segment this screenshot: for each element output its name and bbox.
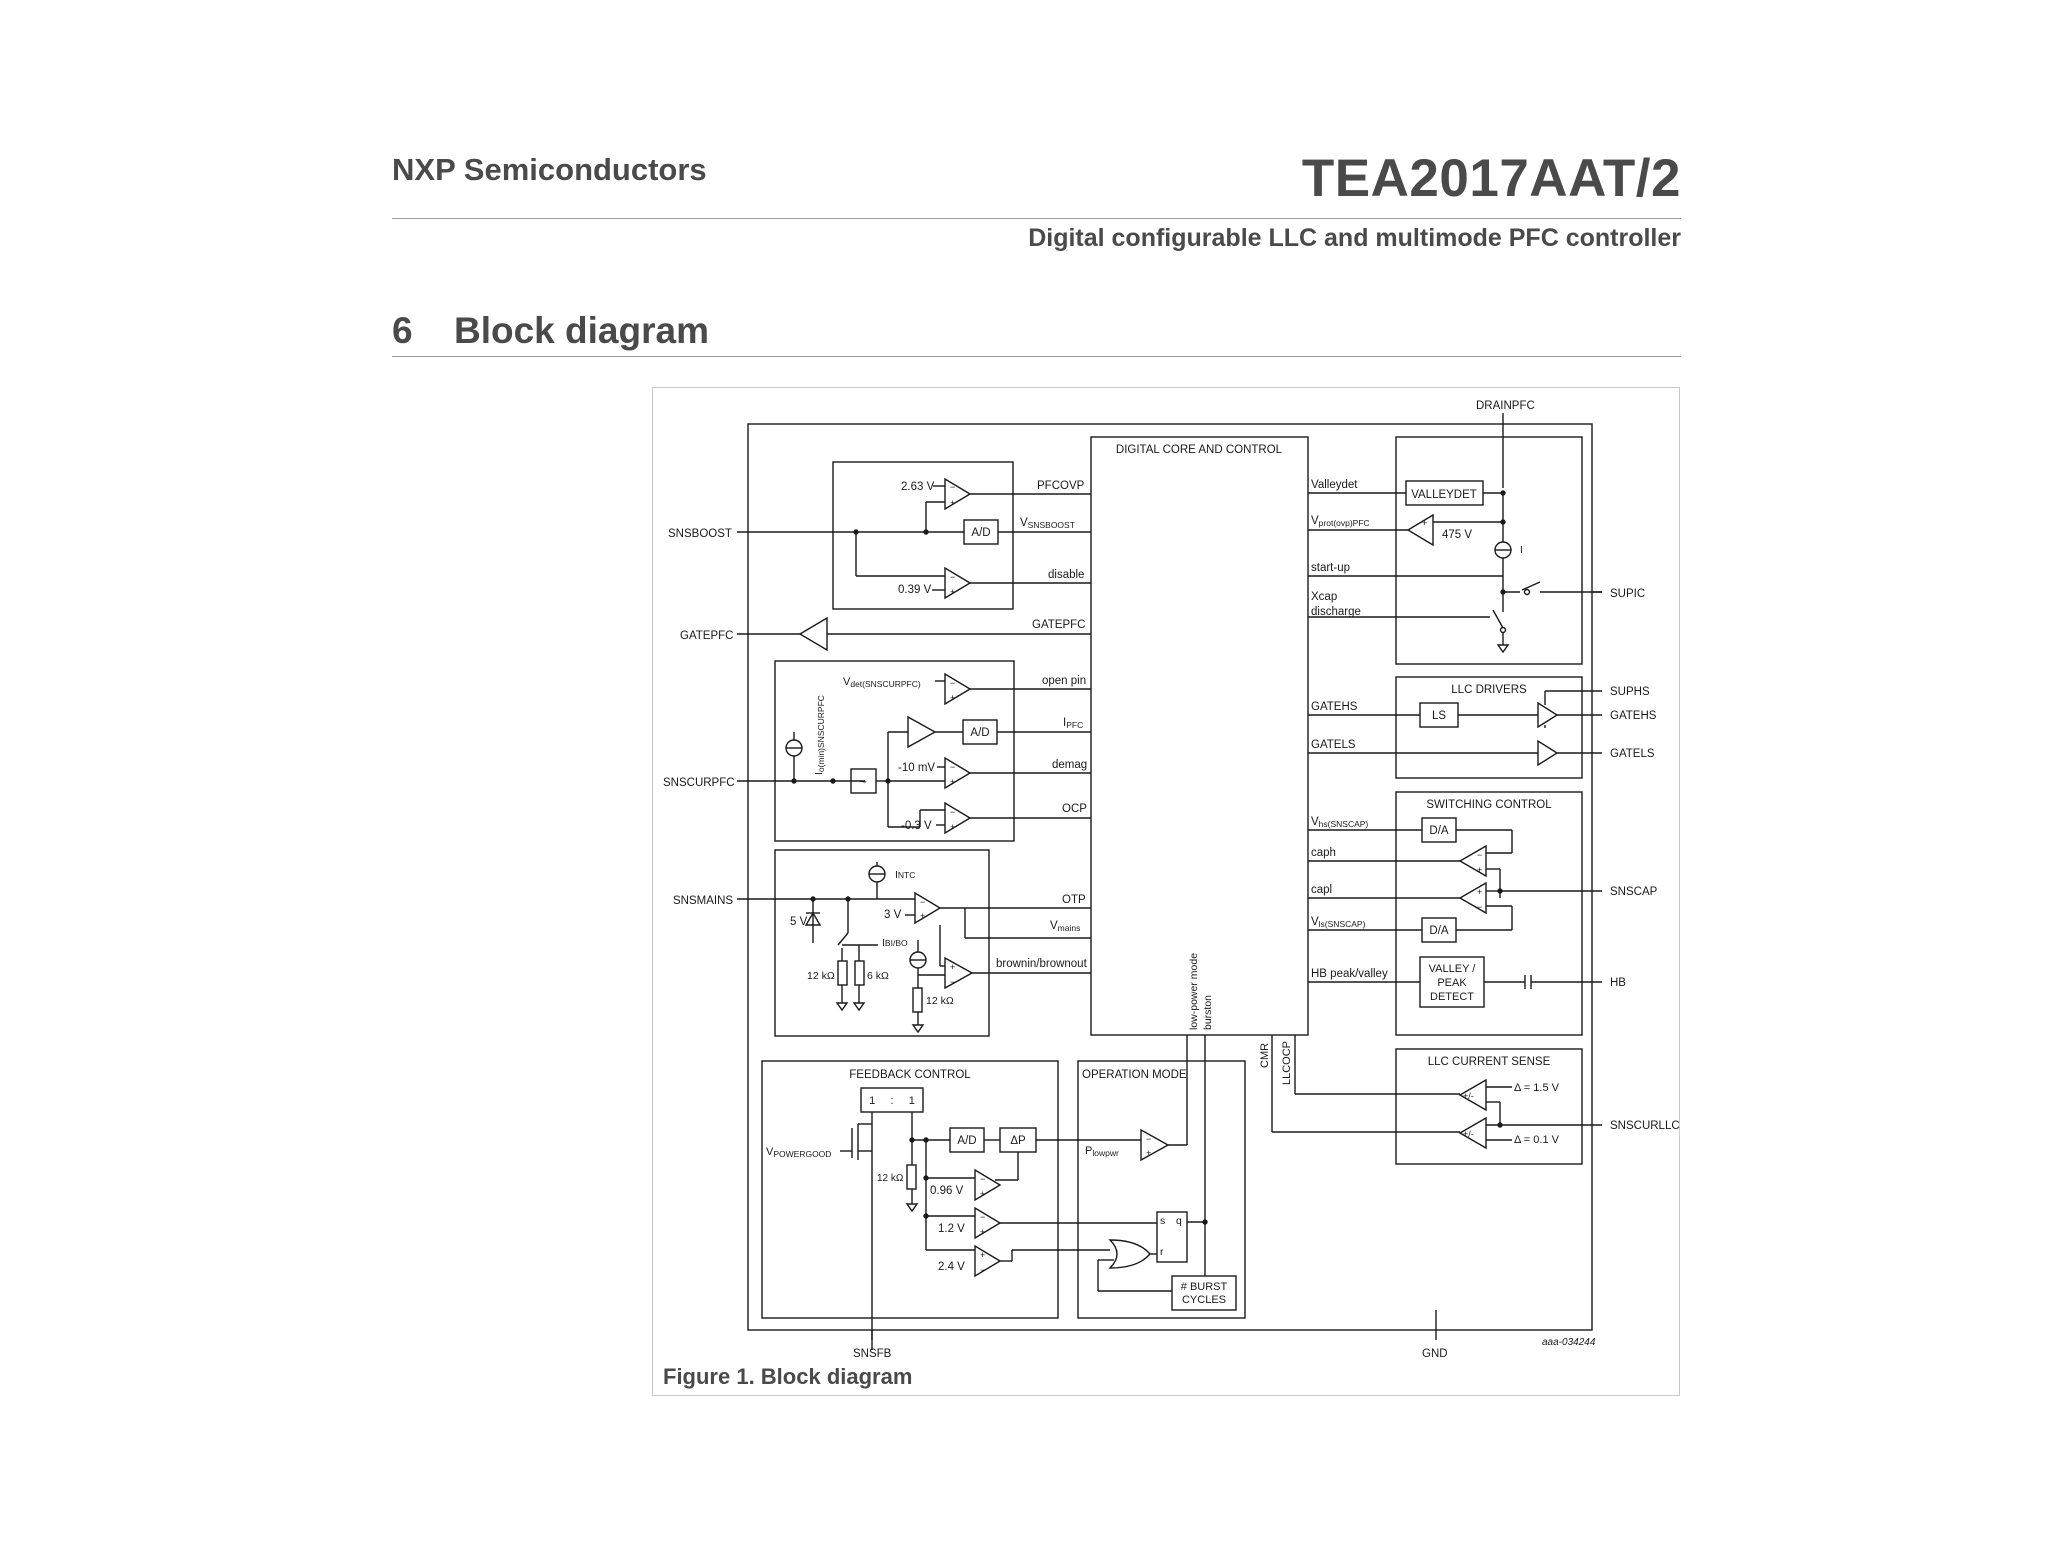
ic-boundary — [748, 424, 1592, 1330]
iofmin-label: Io(min)SNSCURPFC — [813, 695, 826, 775]
pin-snscurllc: SNSCURLLC — [1610, 1120, 1680, 1132]
cmr-signal: CMR — [1259, 1042, 1271, 1068]
section-title: Block diagram — [454, 310, 709, 351]
pin-snsfb: SNSFB — [853, 1348, 892, 1360]
comparator-disable — [945, 568, 970, 598]
svg-text:s: s — [1160, 1215, 1166, 1227]
svg-text:+: + — [980, 1189, 986, 1199]
pin-gatepfc: GATEPFC — [680, 630, 734, 642]
svg-text:ΔP: ΔP — [1010, 1135, 1026, 1147]
comparator-096 — [975, 1170, 1000, 1200]
pin-gnd: GND — [1422, 1348, 1448, 1360]
low-power-mode-signal: low-power mode — [1188, 952, 1200, 1030]
company-name: NXP Semiconductors — [392, 152, 707, 187]
resistor-12k-fb — [907, 1165, 916, 1189]
svg-text:+: + — [980, 1227, 986, 1237]
vpowergood-label: VPOWERGOOD — [766, 1146, 832, 1159]
m03v-label: -0.3 V — [901, 820, 932, 832]
pfcovp-signal: PFCOVP — [1037, 480, 1085, 492]
digital-core-block — [1091, 437, 1308, 1035]
gatels-signal: GATELS — [1311, 739, 1356, 751]
comparator-ocp — [945, 803, 970, 833]
startup-signal: start-up — [1311, 562, 1350, 574]
valleydet-signal: Valleydet — [1311, 479, 1358, 491]
comparator-openpin — [945, 674, 970, 704]
vdet-label: Vdet(SNSCURPFC) — [843, 676, 921, 689]
svg-text:q: q — [1176, 1215, 1182, 1227]
svg-text:−: − — [980, 1265, 986, 1275]
brownin-signal: brownin/brownout — [996, 958, 1087, 970]
ibibo-label: IBI/BO — [882, 937, 908, 949]
r6k-label: 6 kΩ — [867, 970, 889, 982]
llcocp-signal: LLCOCP — [1281, 1040, 1293, 1085]
svg-text:−: − — [980, 1212, 986, 1222]
driver-gatels — [1538, 741, 1557, 765]
pin-gatels: GATELS — [1610, 748, 1655, 760]
vmains-signal: Vmains — [1050, 920, 1081, 933]
figure-caption: Figure 1. Block diagram — [663, 1364, 913, 1389]
svg-text:r: r — [1160, 1246, 1164, 1258]
svg-text:# BURST: # BURST — [1180, 1281, 1228, 1293]
v039-label: 0.39 V — [898, 584, 932, 596]
or-gate — [1110, 1240, 1150, 1268]
gatepfc-driver — [800, 618, 827, 650]
svg-text:+: + — [950, 498, 956, 508]
operation-mode-block — [1078, 1061, 1245, 1318]
svg-text:−: − — [950, 977, 956, 987]
svg-text:−: − — [950, 572, 956, 582]
v263-label: 2.63 V — [901, 481, 935, 493]
svg-text:+: + — [1146, 1148, 1152, 1158]
svg-text:+: + — [950, 777, 956, 787]
pin-suphs: SUPHS — [1610, 686, 1650, 698]
plowpwr-label: Plowpwr — [1085, 1145, 1119, 1158]
digital-core-label: DIGITAL CORE AND CONTROL — [1115, 444, 1283, 456]
pin-supic: SUPIC — [1610, 588, 1646, 600]
svg-text:D/A: D/A — [1429, 825, 1449, 837]
d01-label: Δ = 0.1 V — [1514, 1134, 1559, 1146]
svg-text:~: ~ — [859, 774, 867, 789]
resistor-12k-b — [913, 988, 922, 1012]
figure-code: aaa-034244 — [1542, 1337, 1596, 1348]
v24-label: 2.4 V — [938, 1261, 965, 1273]
demag-signal: demag — [1052, 759, 1088, 771]
svg-text:−: − — [950, 482, 956, 492]
hb-peak-signal: HB peak/valley — [1311, 968, 1388, 980]
driver-gatehs — [1538, 703, 1557, 727]
d15-label: Δ = 1.5 V — [1514, 1082, 1559, 1094]
svg-text:PEAK: PEAK — [1437, 977, 1467, 989]
svg-text:A/D: A/D — [957, 1135, 977, 1147]
startup-block — [1396, 437, 1582, 664]
v3-label: 3 V — [884, 909, 902, 921]
svg-text:DETECT: DETECT — [1430, 991, 1474, 1003]
llc-current-sense-label: LLC CURRENT SENSE — [1427, 1056, 1551, 1068]
vsnsboost-signal: VSNSBOOST — [1020, 517, 1075, 530]
document-subtitle: Digital configurable LLC and multimode PFC controller — [1028, 224, 1681, 252]
operation-mode-label: OPERATION MODE — [1082, 1069, 1187, 1081]
switching-control-label: SWITCHING CONTROL — [1426, 799, 1552, 811]
svg-text:−: − — [1477, 850, 1483, 860]
svg-text:−: − — [950, 762, 956, 772]
svg-text:+: + — [950, 693, 956, 703]
svg-text:+/-: +/- — [1463, 1091, 1474, 1101]
pin-snsboost: SNSBOOST — [668, 528, 732, 540]
intc-label: INTC — [895, 869, 916, 881]
burston-signal: burston — [1202, 994, 1214, 1030]
svg-text:+: + — [950, 822, 956, 832]
svg-text:+: + — [1477, 865, 1483, 875]
comparator-pfcovp — [945, 479, 970, 509]
buffer-ipfc — [908, 717, 935, 747]
switching-control-block — [1396, 792, 1582, 1035]
svg-text:CYCLES: CYCLES — [1181, 1294, 1227, 1306]
resistor-6k — [855, 961, 864, 985]
resistor-12k-a — [838, 961, 847, 985]
disable-signal: disable — [1048, 569, 1085, 581]
xcap-signal-1: Xcap — [1311, 591, 1338, 603]
v5-label: 5 V — [790, 916, 808, 928]
svg-text:−: − — [950, 807, 956, 817]
svg-text:+: + — [1477, 887, 1483, 897]
openpin-signal: open pin — [1042, 675, 1087, 687]
pin-snscap: SNSCAP — [1610, 886, 1658, 898]
r12k-a-label: 12 kΩ — [807, 970, 835, 982]
svg-text:+/-: +/- — [1463, 1129, 1474, 1139]
svg-text:−: − — [980, 1174, 986, 1184]
svg-text:−: − — [1477, 902, 1483, 912]
svg-text:VALLEY /: VALLEY / — [1428, 963, 1476, 975]
svg-text:−: − — [950, 678, 956, 688]
svg-text:A/D: A/D — [971, 527, 991, 539]
svg-text:+: + — [1422, 518, 1428, 528]
svg-text:I: I — [1520, 545, 1523, 556]
pin-snsmains: SNSMAINS — [673, 895, 734, 907]
comparator-otp — [915, 893, 940, 923]
section-number: 6 — [392, 310, 413, 351]
r12k-fb-label: 12 kΩ — [877, 1173, 904, 1184]
svg-text:D/A: D/A — [1429, 925, 1449, 937]
svg-text:A/D: A/D — [970, 727, 990, 739]
part-number: TEA2017AAT/2 — [1301, 149, 1681, 208]
caph-signal: caph — [1311, 847, 1336, 859]
ipfc-signal: IPFC — [1063, 717, 1084, 730]
comparator-24 — [975, 1246, 1000, 1276]
r12k-b-label: 12 kΩ — [926, 995, 954, 1007]
xcap-signal-2: discharge — [1311, 606, 1361, 618]
svg-text:+: + — [980, 1250, 986, 1260]
otp-signal: OTP — [1062, 894, 1086, 906]
llc-drivers-label: LLC DRIVERS — [1451, 684, 1527, 696]
comparator-12 — [975, 1208, 1000, 1238]
svg-text:LS: LS — [1431, 710, 1447, 722]
feedback-control-label: FEEDBACK CONTROL — [849, 1069, 971, 1081]
pin-gatehs: GATEHS — [1610, 710, 1657, 722]
comparator-vprot — [1408, 515, 1433, 545]
vprot-signal: Vprot(ovp)PFC — [1311, 515, 1370, 528]
vhs-signal: Vhs(SNSCAP) — [1311, 816, 1369, 829]
v12-label: 1.2 V — [938, 1223, 965, 1235]
capl-signal: capl — [1311, 884, 1333, 896]
v475-label: 475 V — [1442, 529, 1473, 541]
svg-text:1 : 1: 1 : 1 — [869, 1095, 915, 1107]
ocp-signal: OCP — [1062, 803, 1087, 815]
svg-text:+: + — [920, 911, 926, 921]
pin-snscurpfc: SNSCURPFC — [663, 777, 735, 789]
m10mv-label: -10 mV — [898, 762, 936, 774]
svg-text:+: + — [950, 962, 956, 972]
svg-text:−: − — [1146, 1134, 1152, 1144]
v096-label: 0.96 V — [930, 1185, 964, 1197]
svg-text:−: − — [920, 897, 926, 907]
gatehs-signal: GATEHS — [1311, 701, 1358, 713]
gatepfc-signal: GATEPFC — [1032, 619, 1086, 631]
svg-text:+: + — [950, 587, 956, 597]
svg-text:VALLEYDET: VALLEYDET — [1411, 489, 1477, 501]
pin-hb: HB — [1610, 977, 1626, 989]
comparator-demag — [945, 758, 970, 788]
pin-drainpfc: DRAINPFC — [1476, 400, 1535, 412]
vls-signal: Vls(SNSCAP) — [1311, 916, 1366, 929]
